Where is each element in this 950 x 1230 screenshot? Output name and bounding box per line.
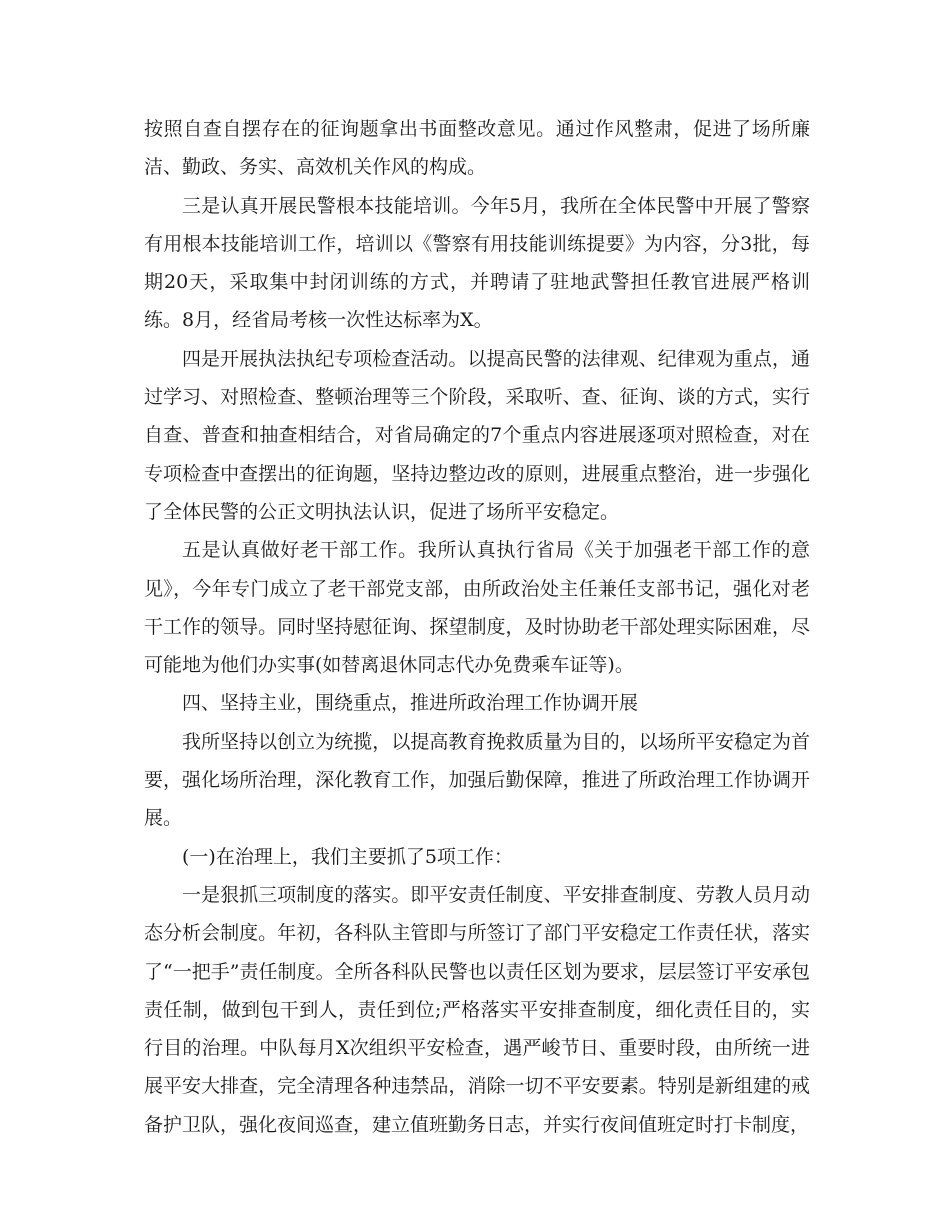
- paragraph-2: 三是认真开展民警根本技能培训。今年5月，我所在全体民警中开展了警察有用根本技能培训工作，培训以《警察有用技能训练提要》为内容，分3批，每期20天，采取集中封闭训练的方式，并聘请了驻地武警担任教官进展严格训练。8月，经省局考核一次性达标率为X。: [144, 194, 810, 332]
- paragraph-8: 一是狠抓三项制度的落实。即平安责任制度、平安排查制度、劳教人员月动态分析会制度。年初，各科队主管即与所签订了部门平安稳定工作责任状，落实了“一把手”责任制度。全所各科队民警也以责任区划为要求，层层签订平安承包责任制，做到包干到人，责任到位;严格落实平安排查制度，细化责任目的，实行目的治理。中队每月X次组织平安检查，遇严峻节日、重要时段，由所统一进展平安大排查，完全清理各种违禁品，消除一切不平安要素。特别是新组建的戒备护卫队，强化夜间巡查，建立值班勤务日志，并实行夜间值班定时打卡制度，: [144, 883, 810, 1136]
- section-heading: 四、坚持主业，围绕重点，推进所政治理工作协调开展: [182, 692, 639, 715]
- paragraph-1: 按照自查自摆存在的征询题拿出书面整改意见。通过作风整肃，促进了场所廉洁、勤政、务实、高效机关作风的构成。: [144, 118, 810, 179]
- document-body: [144, 110, 810, 1144]
- paragraph-6: 我所坚持以创立为统揽，以提高教育挽救质量为目的，以场所平安稳定为首要，强化场所治理，深化教育工作，加强后勤保障，推进了所政治理工作协调开展。: [144, 730, 810, 830]
- subsection-heading: (一)在治理上，我们主要抓了5项工作：: [182, 845, 513, 868]
- paragraph-3: 四是开展执法执纪专项检查活动。以提高民警的法律观、纪律观为重点，通过学习、对照检查、整顿治理等三个阶段，采取听、查、征询、谈的方式，实行自查、普查和抽查相结合，对省局确定的7个重点内容进展逐项对照检查，对在专项检查中查摆出的征询题，坚持边整边改的原则，进展重点整治，进一步强化了全体民警的公正文明执法认识，促进了场所平安稳定。: [144, 347, 810, 523]
- paragraph-4: 五是认真做好老干部工作。我所认真执行省局《关于加强老干部工作的意见》，今年专门成立了老干部党支部，由所政治处主任兼任支部书记，强化对老干工作的领导。同时坚持慰征询、探望制度，及时协助老干部处理实际困难，尽可能地为他们办实事(如替离退休同志代办免费乘车证等)。: [144, 539, 810, 677]
